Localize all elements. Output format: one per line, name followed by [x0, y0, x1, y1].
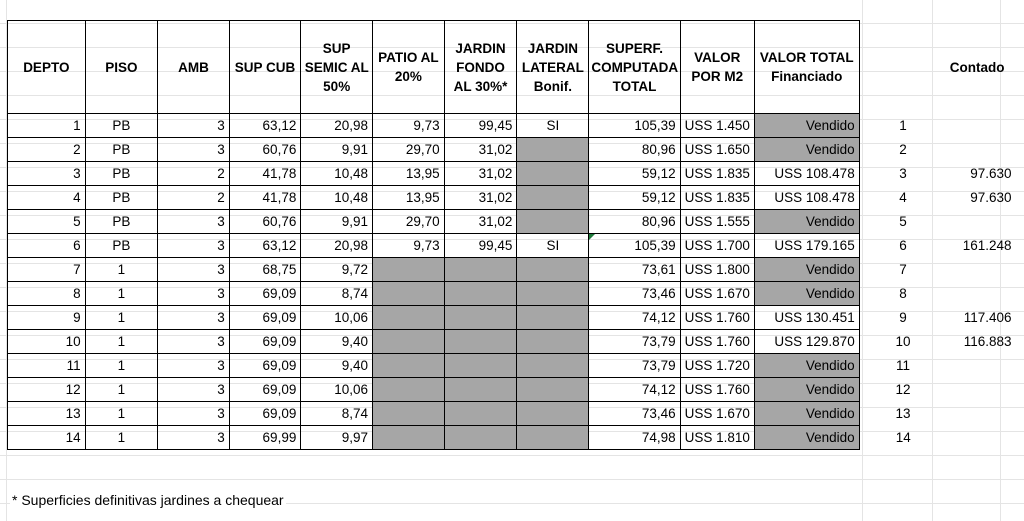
cell-valor-m2[interactable]: USS 1.720	[680, 354, 754, 378]
cell-sup-cub[interactable]: 69,09	[229, 282, 301, 306]
table-body	[8, 114, 1024, 450]
cell-piso[interactable]: PB	[85, 186, 158, 210]
cell-piso[interactable]: 1	[85, 354, 158, 378]
cell-patio[interactable]	[373, 354, 445, 378]
cell-superf-total[interactable]: 73,79	[589, 354, 680, 378]
cell-depto[interactable]: 6	[8, 234, 86, 258]
cell-contado[interactable]	[931, 210, 1024, 234]
cell-sup-cub[interactable]: 41,78	[229, 186, 301, 210]
header-sup-semic[interactable]: SUP SEMIC AL 50%	[301, 21, 373, 114]
header-row	[8, 21, 1024, 114]
cell-idx[interactable]: 12	[895, 381, 911, 397]
cell-jardin-fondo[interactable]: 31,02	[444, 186, 517, 210]
cell-patio[interactable]	[373, 282, 445, 306]
cell-sup-cub[interactable]: 63,12	[229, 114, 301, 138]
cell-depto[interactable]: 2	[8, 138, 86, 162]
cell-jardin-fondo[interactable]	[444, 330, 517, 354]
cell-jardin-lateral[interactable]	[517, 258, 589, 282]
cell-idx[interactable]: 11	[895, 357, 910, 373]
cell-contado[interactable]	[931, 426, 1024, 450]
cell-amb[interactable]: 3	[158, 258, 230, 282]
cell-superf-total[interactable]: 59,12	[589, 162, 680, 186]
cell-superf-total[interactable]: 73,46	[589, 282, 680, 306]
cell-sup-semic[interactable]: 9,40	[301, 354, 373, 378]
cell-sup-cub[interactable]: 69,09	[229, 402, 301, 426]
cell-superf-total[interactable]: 73,79	[589, 330, 680, 354]
cell-sup-cub[interactable]: 69,09	[229, 306, 301, 330]
cell-valor-m2[interactable]: USS 1.835	[680, 186, 754, 210]
cell-valor-total[interactable]: USS 130.451	[754, 306, 859, 330]
cell-sup-cub[interactable]: 41,78	[229, 162, 301, 186]
cell-patio[interactable]: 13,95	[373, 162, 445, 186]
cell-idx[interactable]: 4	[899, 189, 907, 205]
cell-jardin-lateral[interactable]: SI	[517, 234, 589, 258]
table-row	[8, 186, 1024, 210]
cell-idx[interactable]: 10	[895, 333, 911, 349]
table-row	[8, 282, 1024, 306]
cell-piso[interactable]: PB	[85, 138, 158, 162]
cell-amb[interactable]: 3	[158, 306, 230, 330]
table-row	[8, 330, 1024, 354]
cell-amb[interactable]: 3	[158, 378, 230, 402]
cell-jardin-lateral[interactable]	[517, 186, 589, 210]
cell-valor-m2[interactable]: USS 1.700	[680, 234, 754, 258]
cell-amb[interactable]: 3	[158, 426, 230, 450]
cell-sup-semic[interactable]: 20,98	[301, 234, 373, 258]
cell-jardin-fondo[interactable]	[444, 258, 517, 282]
cell-piso[interactable]: PB	[85, 210, 158, 234]
cell-superf-total[interactable]: 59,12	[589, 186, 680, 210]
cell-patio[interactable]	[373, 258, 445, 282]
cell-valor-m2[interactable]: USS 1.800	[680, 258, 754, 282]
cell-superf-total[interactable]: 73,46	[589, 402, 680, 426]
cell-sup-semic[interactable]: 9,72	[301, 258, 373, 282]
cell-sup-semic[interactable]: 9,91	[301, 138, 373, 162]
cell-depto[interactable]: 5	[8, 210, 86, 234]
cell-amb[interactable]: 2	[158, 186, 230, 210]
cell-depto[interactable]: 8	[8, 282, 86, 306]
cell-valor-total[interactable]: Vendido	[754, 354, 859, 378]
header-patio[interactable]: PATIO AL 20%	[373, 21, 445, 114]
cell-idx[interactable]: 2	[899, 141, 907, 157]
cell-valor-m2[interactable]: USS 1.760	[680, 330, 754, 354]
header-index-spacer[interactable]	[859, 21, 931, 114]
cell-sup-semic[interactable]: 9,97	[301, 426, 373, 450]
cell-patio[interactable]: 13,95	[373, 186, 445, 210]
table-row	[8, 162, 1024, 186]
cell-piso[interactable]: 1	[85, 378, 158, 402]
cell-depto[interactable]: 10	[8, 330, 86, 354]
cell-contado[interactable]	[931, 114, 1024, 138]
cell-amb[interactable]: 2	[158, 162, 230, 186]
cell-sup-cub[interactable]: 69,99	[229, 426, 301, 450]
cell-depto[interactable]: 13	[8, 402, 86, 426]
cell-piso[interactable]: 1	[85, 282, 158, 306]
cell-superf-total[interactable]: 105,39	[589, 234, 680, 258]
table-row	[8, 306, 1024, 330]
cell-sup-cub[interactable]: 60,76	[229, 138, 301, 162]
cell-patio[interactable]	[373, 426, 445, 450]
cell-valor-total[interactable]: USS 129.870	[754, 330, 859, 354]
cell-depto[interactable]: 1	[8, 114, 86, 138]
cell-jardin-lateral[interactable]	[517, 282, 589, 306]
cell-valor-total[interactable]: USS 108.478	[754, 186, 859, 210]
table-row	[8, 354, 1024, 378]
cell-amb[interactable]: 3	[158, 354, 230, 378]
cell-idx[interactable]: 5	[899, 213, 907, 229]
cell-valor-m2[interactable]: USS 1.760	[680, 378, 754, 402]
cell-sup-semic[interactable]: 10,06	[301, 306, 373, 330]
cell-contado[interactable]	[931, 354, 1024, 378]
cell-sup-cub[interactable]: 69,09	[229, 378, 301, 402]
cell-valor-m2[interactable]: USS 1.810	[680, 426, 754, 450]
cell-sup-cub[interactable]: 60,76	[229, 210, 301, 234]
cell-depto[interactable]: 3	[8, 162, 86, 186]
cell-idx[interactable]: 8	[899, 285, 907, 301]
cell-idx[interactable]: 6	[899, 237, 907, 253]
cell-sup-semic[interactable]: 10,48	[301, 162, 373, 186]
cell-contado[interactable]: 97.630	[970, 189, 1012, 205]
header-depto[interactable]: DEPTO	[8, 21, 86, 114]
cell-contado[interactable]	[931, 258, 1024, 282]
cell-patio[interactable]	[373, 306, 445, 330]
cell-sup-cub[interactable]: 63,12	[229, 234, 301, 258]
cell-sup-semic[interactable]: 10,06	[301, 378, 373, 402]
cell-jardin-lateral[interactable]	[517, 138, 589, 162]
cell-amb[interactable]: 3	[158, 138, 230, 162]
cell-valor-total[interactable]: Vendido	[754, 426, 859, 450]
cell-amb[interactable]: 3	[158, 402, 230, 426]
cell-valor-m2[interactable]: USS 1.670	[680, 282, 754, 306]
header-valor-total[interactable]: VALOR TOTAL Financiado	[754, 21, 859, 114]
cell-jardin-fondo[interactable]	[444, 354, 517, 378]
cell-contado[interactable]	[931, 378, 1024, 402]
cell-contado[interactable]: 97.630	[970, 165, 1012, 181]
header-jardin-lateral[interactable]: JARDIN LATERAL Bonif.	[517, 21, 589, 114]
cell-patio[interactable]: 9,73	[373, 114, 445, 138]
cell-patio[interactable]	[373, 330, 445, 354]
header-contado[interactable]: Contado	[949, 59, 1005, 75]
cell-piso[interactable]: PB	[85, 162, 158, 186]
cell-jardin-fondo[interactable]: 99,45	[444, 114, 517, 138]
cell-sup-semic[interactable]: 9,91	[301, 210, 373, 234]
cell-jardin-lateral[interactable]	[517, 378, 589, 402]
cell-jardin-lateral[interactable]	[517, 210, 589, 234]
cell-valor-m2[interactable]: USS 1.760	[680, 306, 754, 330]
cell-valor-total[interactable]: Vendido	[754, 210, 859, 234]
cell-valor-total[interactable]: Vendido	[754, 114, 859, 138]
cell-contado[interactable]	[931, 138, 1024, 162]
cell-valor-total[interactable]: Vendido	[754, 282, 859, 306]
comment-marker-icon	[589, 234, 595, 240]
cell-sup-cub[interactable]: 68,75	[229, 258, 301, 282]
table-row	[8, 426, 1024, 450]
cell-jardin-fondo[interactable]	[444, 426, 517, 450]
cell-superf-total[interactable]: 74,12	[589, 378, 680, 402]
cell-amb[interactable]: 3	[158, 330, 230, 354]
cell-superf-total[interactable]: 80,96	[589, 138, 680, 162]
cell-sup-semic[interactable]: 9,40	[301, 330, 373, 354]
cell-contado[interactable]: 116.883	[963, 333, 1012, 349]
cell-valor-total[interactable]: Vendido	[754, 402, 859, 426]
cell-superf-total[interactable]: 74,98	[589, 426, 680, 450]
cell-contado[interactable]: 161.248	[962, 237, 1012, 253]
cell-sup-semic[interactable]: 8,74	[301, 282, 373, 306]
cell-depto[interactable]: 12	[8, 378, 86, 402]
header-superf-total[interactable]: SUPERF. COMPUTADA TOTAL	[589, 21, 680, 114]
cell-amb[interactable]: 3	[158, 210, 230, 234]
cell-valor-total[interactable]: USS 108.478	[754, 162, 859, 186]
cell-jardin-fondo[interactable]	[444, 402, 517, 426]
cell-superf-total[interactable]: 105,39	[589, 114, 680, 138]
cell-jardin-fondo[interactable]	[444, 306, 517, 330]
cell-patio[interactable]	[373, 402, 445, 426]
cell-jardin-fondo[interactable]: 31,02	[444, 138, 517, 162]
cell-valor-m2[interactable]: USS 1.670	[680, 402, 754, 426]
cell-depto[interactable]: 9	[8, 306, 86, 330]
cell-contado[interactable]: 117.406	[963, 309, 1012, 325]
cell-depto[interactable]: 11	[8, 354, 86, 378]
cell-depto[interactable]: 7	[8, 258, 86, 282]
cell-jardin-fondo[interactable]: 99,45	[444, 234, 517, 258]
table-row	[8, 114, 1024, 138]
cell-sup-semic[interactable]: 8,74	[301, 402, 373, 426]
units-table	[7, 20, 1024, 450]
cell-jardin-lateral[interactable]	[517, 354, 589, 378]
cell-jardin-fondo[interactable]	[444, 282, 517, 306]
cell-idx[interactable]: 3	[899, 165, 907, 181]
cell-jardin-lateral[interactable]	[517, 426, 589, 450]
cell-valor-m2[interactable]: USS 1.650	[680, 138, 754, 162]
cell-jardin-lateral[interactable]	[517, 306, 589, 330]
cell-idx[interactable]: 1	[899, 117, 907, 133]
cell-piso[interactable]: 1	[85, 402, 158, 426]
cell-jardin-fondo[interactable]	[444, 378, 517, 402]
cell-sup-semic[interactable]: 10,48	[301, 186, 373, 210]
cell-jardin-fondo[interactable]: 31,02	[444, 162, 517, 186]
table-row	[8, 258, 1024, 282]
cell-contado[interactable]	[931, 402, 1024, 426]
cell-sup-cub[interactable]: 69,09	[229, 354, 301, 378]
cell-idx[interactable]: 14	[895, 429, 911, 445]
cell-piso[interactable]: PB	[85, 234, 158, 258]
cell-patio[interactable]	[373, 378, 445, 402]
cell-jardin-lateral[interactable]	[517, 162, 589, 186]
cell-amb[interactable]: 3	[158, 282, 230, 306]
cell-valor-total[interactable]: Vendido	[754, 378, 859, 402]
footnote[interactable]: * Superficies definitivas jardines a chequear	[12, 492, 284, 508]
cell-valor-total[interactable]: Vendido	[754, 138, 859, 162]
cell-valor-m2[interactable]: USS 1.835	[680, 162, 754, 186]
cell-patio[interactable]: 29,70	[373, 210, 445, 234]
cell-valor-total[interactable]: Vendido	[754, 258, 859, 282]
cell-idx[interactable]: 7	[899, 261, 907, 277]
cell-amb[interactable]: 3	[158, 234, 230, 258]
cell-amb[interactable]: 3	[158, 114, 230, 138]
cell-contado[interactable]	[931, 282, 1024, 306]
cell-superf-total[interactable]: 73,61	[589, 258, 680, 282]
cell-valor-m2[interactable]: USS 1.555	[680, 210, 754, 234]
table-row	[8, 210, 1024, 234]
table-row	[8, 378, 1024, 402]
cell-piso[interactable]: 1	[85, 258, 158, 282]
cell-patio[interactable]: 29,70	[373, 138, 445, 162]
cell-jardin-fondo[interactable]: 31,02	[444, 210, 517, 234]
cell-depto[interactable]: 14	[8, 426, 86, 450]
cell-depto[interactable]: 4	[8, 186, 86, 210]
header-sup-cub[interactable]: SUP CUB	[229, 21, 301, 114]
header-piso[interactable]: PISO	[85, 21, 158, 114]
cell-idx[interactable]: 9	[899, 309, 907, 325]
table-row	[8, 402, 1024, 426]
cell-piso[interactable]: 1	[85, 306, 158, 330]
cell-patio[interactable]: 9,73	[373, 234, 445, 258]
cell-sup-cub[interactable]: 69,09	[229, 330, 301, 354]
table-row	[8, 138, 1024, 162]
cell-piso[interactable]: 1	[85, 426, 158, 450]
cell-jardin-lateral[interactable]: SI	[517, 114, 589, 138]
cell-valor-m2[interactable]: USS 1.450	[680, 114, 754, 138]
cell-sup-semic[interactable]: 20,98	[301, 114, 373, 138]
cell-superf-total[interactable]: 74,12	[589, 306, 680, 330]
cell-piso[interactable]: 1	[85, 330, 158, 354]
header-amb[interactable]: AMB	[158, 21, 230, 114]
cell-idx[interactable]: 13	[895, 405, 911, 421]
header-valor-m2[interactable]: VALOR POR M2	[680, 21, 754, 114]
cell-valor-total[interactable]: USS 179.165	[754, 234, 859, 258]
table-row	[8, 234, 1024, 258]
cell-superf-total[interactable]: 80,96	[589, 210, 680, 234]
cell-piso[interactable]: PB	[85, 114, 158, 138]
cell-jardin-lateral[interactable]	[517, 330, 589, 354]
cell-jardin-lateral[interactable]	[517, 402, 589, 426]
header-jardin-fondo[interactable]: JARDIN FONDO AL 30%*	[444, 21, 517, 114]
